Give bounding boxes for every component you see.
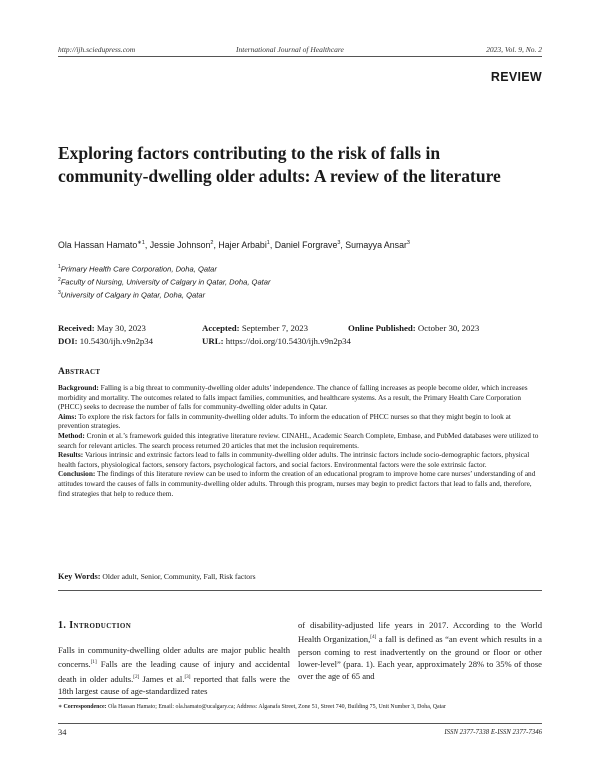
accepted-date: Accepted: September 7, 2023 (202, 323, 309, 333)
section-rule (58, 590, 542, 591)
citation-link[interactable]: [1] (90, 659, 97, 666)
citation-link[interactable]: [2] (133, 673, 140, 680)
author-sup: 3 (337, 240, 341, 247)
affiliation: $^2$Faculty of Nursing, University of Calgary in Qatar, Doha, Qatar (58, 277, 271, 287)
author-sup: ∗1 (137, 240, 145, 247)
header-url[interactable]: http://ijh.sciedupress.com (58, 45, 136, 54)
article-title: Exploring factors contributing to the risk of falls in community-dwelling older adults: A review of the literature (58, 143, 501, 186)
article-url[interactable]: URL: https://doi.org/10.5430/ijh.v9n2p34 (202, 336, 351, 346)
header-rule (58, 56, 542, 57)
affiliation: $^3$University of Calgary in Qatar, Doha, Qatar (58, 290, 206, 300)
abstract-body (58, 383, 542, 498)
author-sup: 3 (406, 240, 410, 247)
footer-rule (58, 723, 542, 724)
author-list: Ola Hassan Hamato$^{∗1}$, Jessie Johnson$^2$, Hajer Arbabi$^1$, Daniel Forgrave$^3$, Sumayya Ansar$^3$ (58, 240, 410, 250)
header-volume: 2023, Vol. 9, No. 2 (486, 45, 542, 54)
author-sup: 1 (266, 240, 270, 247)
doi[interactable]: DOI: 10.5430/ijh.v9n2p34 (58, 336, 154, 346)
abstract-results: Results: Various intrinsic and extrinsic factors lead to falls in community-dwelling older adults. The intrinsic factors include socio-demographic factors, physical health factors, physiological factors, sensory factors, psychological factors, and social factors. Environmental factors were the sole extrinsic factor. (58, 450, 530, 469)
affiliation-list (58, 262, 271, 301)
citation-link[interactable]: [4] (370, 634, 377, 641)
author-name: Jessie Johnson (149, 240, 211, 250)
author-sup: 2 (210, 240, 214, 247)
intro-column-right: of disability-adjusted life years in 2017. According to the World Health Organization,[4] a fall is defined as “an event which results in a person coming to rest inadvertently on the ground or floor or other lower-level” (para. 1). Each year, approximately 28% to 35% of those over the age of 65 and (298, 620, 542, 682)
header-journal: International Journal of Healthcare (236, 45, 344, 54)
abstract-aims: Aims: To explore the risk factors for falls in community-dwelling older adults. To inform the education of PHCC nurses so that they might begin to look at prevention strategies. (58, 411, 511, 431)
abstract-method: Method: Cronin et al.’s framework guided this integrative literature review. CINAHL, Academic Search Complete, Embase, and PubMed databases were utilized to search for relevant articles. The search process returned 20 articles that met the inclusion requirements. (58, 430, 539, 450)
author-name: Ola Hassan Hamato (58, 240, 138, 250)
issn: ISSN 2377-7338 E-ISSN 2377-7346 (444, 729, 542, 736)
author-name: Hajer Arbabi (218, 240, 267, 250)
published-date: Online Published: October 30, 2023 (348, 323, 480, 333)
received-date: Received: May 30, 2023 (58, 323, 146, 333)
introduction-heading: 1. Introduction (58, 620, 132, 631)
article-type: REVIEW (490, 70, 542, 84)
author-name: Sumayya Ansar (345, 240, 407, 250)
author-name: Daniel Forgrave (274, 240, 338, 250)
abstract-heading: Abstract (58, 367, 101, 377)
correspondence-footnote: ∗ Correspondence: Ola Hassan Hamato; Email: ola.hamato@ucalgary.ca; Address: Alganafa Street, Zone 51, Street 740, Building 75, Unit Number 3, Doha, Qatar (58, 704, 446, 710)
keywords: Key Words: Older adult, Senior, Community, Fall, Risk factors (58, 572, 256, 581)
citation-link[interactable]: [3] (184, 673, 191, 680)
affiliation: $^1$Primary Health Care Corporation, Doha, Qatar (58, 264, 217, 274)
footnote-rule (58, 698, 148, 699)
intro-column-left: Falls in community-dwelling older adults are major public health concerns.[1] Falls are the leading cause of injury and accidental death in older adults.[2] James et al.[3] reported that falls were the 18th largest cause of age-standardized rates (58, 645, 290, 696)
abstract-conclusion: Conclusion: The findings of this literature review can be used to inform the creation of an educational program to improve home care nurses’ understanding of and attitudes toward the causes of falls in community-dwelling older adults. Through this program, nurses may begin to predict factors that lead to falls and, therefore, find strategies that help to reduce them. (58, 469, 536, 498)
abstract-background: Background: Falling is a big threat to community-dwelling older adults’ independence. The chance of falling increases as people become older, which increases morbidity and mortality. The outcomes related to falls impact families, communities, and healthcare systems. As a result, the Primary Health Care Corporation (PHCC) seeks to decrease the number of falls for community-dwelling older adults in Qatar. (58, 383, 528, 412)
page-number: 34 (58, 728, 67, 737)
